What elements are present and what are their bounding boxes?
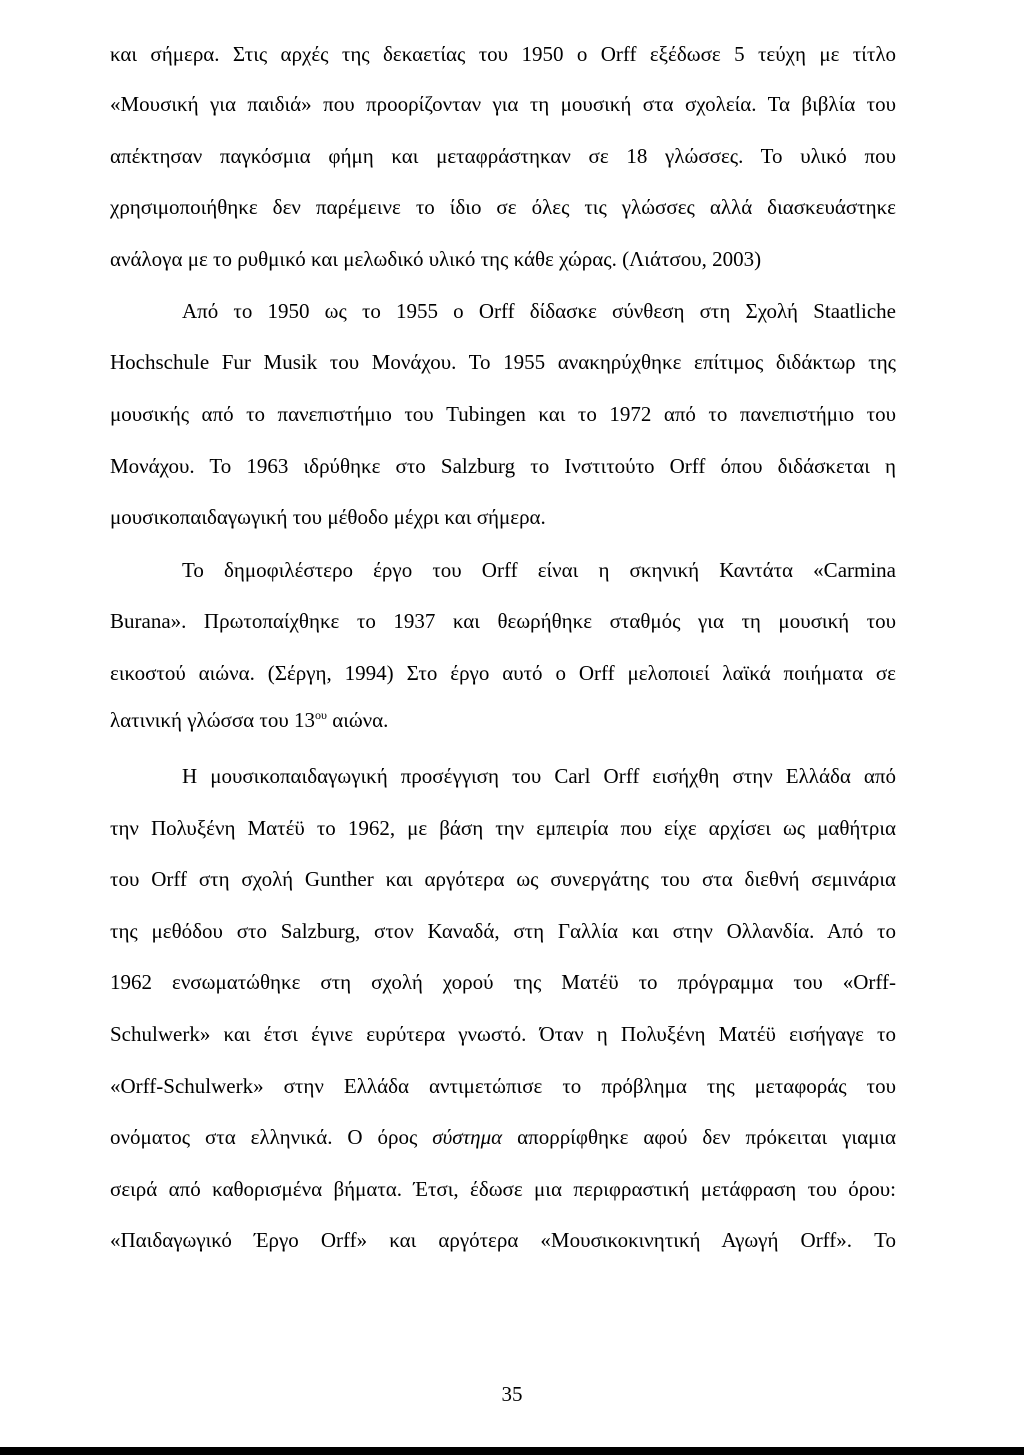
text-line: απέκτησαν παγκόσμια φήμη και μεταφράστηκαν σε 18 γλώσσες. Το υλικό που [110,144,896,168]
text-line: σειρά από καθορισμένα βήματα. Έτσι, έδωσε μια περιφραστική μετάφραση του όρου: [110,1177,896,1201]
superscript-ordinal: ου [315,708,327,722]
text-line: Μονάχου. Το 1963 ιδρύθηκε στο Salzburg το Ινστιτούτο Orff όπου διδάσκεται η [110,454,896,478]
text-line: «Orff-Schulwerk» στην Ελλάδα αντιμετώπισε το πρόβλημα της μεταφοράς του [110,1074,896,1098]
text-line: την Πολυξένη Ματέϋ το 1962, με βάση την εμπειρία που είχε αρχίσει ως μαθήτρια [110,816,896,840]
text-line: χρησιμοποιήθηκε δεν παρέμεινε το ίδιο σε όλες τις γλώσσες αλλά διασκευάστηκε [110,195,896,219]
text-line [110,1123,896,1151]
text-fragment: ονόματος στα ελληνικά. Ο όρος [110,1125,433,1149]
text-line: Το δημοφιλέστερο έργο του Orff είναι η σκηνική Καντάτα «Carmina [182,558,896,582]
text-line: Η μουσικοπαιδαγωγική προσέγγιση του Carl Orff εισήχθη στην Ελλάδα από [182,764,896,788]
text-line: εικοστού αιώνα. (Σέργη, 1994) Στο έργο αυτό ο Orff μελοποιεί λαϊκά ποιήματα σε [110,661,896,685]
text-line: «Παιδαγωγικό Έργο Orff» και αργότερα «Μουσικοκινητική Αγωγή Orff». Το [110,1228,896,1252]
text-line: 1962 ενσωματώθηκε στη σχολή χορού της Ματέϋ το πρόγραμμα του «Orff- [110,970,896,994]
text-line: Hochschule Fur Musik του Μονάχου. Το 1955 ανακηρύχθηκε επίτιμος διδάκτωρ της [110,350,896,374]
text-line: του Orff στη σχολή Gunther και αργότερα ως συνεργάτης του στα διεθνή σεμινάρια [110,867,896,891]
text-line: μουσικοπαιδαγωγική του μέθοδο μέχρι και σήμερα. [110,505,546,529]
text-fragment: αιώνα. [326,708,389,732]
text-line: Schulwerk» και έτσι έγινε ευρύτερα γνωστό. Όταν η Πολυξένη Ματέϋ εισήγαγε το [110,1022,896,1046]
text-line: ανάλογα με το ρυθμικό και μελωδικό υλικό της κάθε χώρας. (Λιάτσου, 2003) [110,247,762,271]
text-line: Burana». Πρωτοπαίχθηκε το 1937 και θεωρήθηκε σταθμός για τη μουσική του [110,609,896,633]
page-number: 35 [501,1382,523,1406]
text-line [110,706,896,734]
text-line: της μεθόδου στο Salzburg, στον Καναδά, στη Γαλλία και στην Ολλανδία. Από το [110,919,896,943]
text-line: και σήμερα. Στις αρχές της δεκαετίας του 1950 ο Orff εξέδωσε 5 τεύχη με τίτλο [110,42,896,66]
text-line: μουσικής από το πανεπιστήμιο του Tubingen και το 1972 από το πανεπιστήμιο του [110,402,896,426]
text-line: Από το 1950 ως το 1955 ο Orff δίδασκε σύνθεση στη Σχολή Staatliche [182,299,896,323]
italic-term: σύστημα [432,1125,503,1149]
text-line: «Μουσική για παιδιά» που προορίζονταν για τη μουσική στα σχολεία. Τα βιβλία του [110,92,896,116]
scan-border [0,1447,1024,1455]
text-fragment: λατινική γλώσσα του 13 [110,708,315,732]
text-fragment: απορρίφθηκε αφού δεν πρόκειται γιαμια [502,1125,897,1149]
